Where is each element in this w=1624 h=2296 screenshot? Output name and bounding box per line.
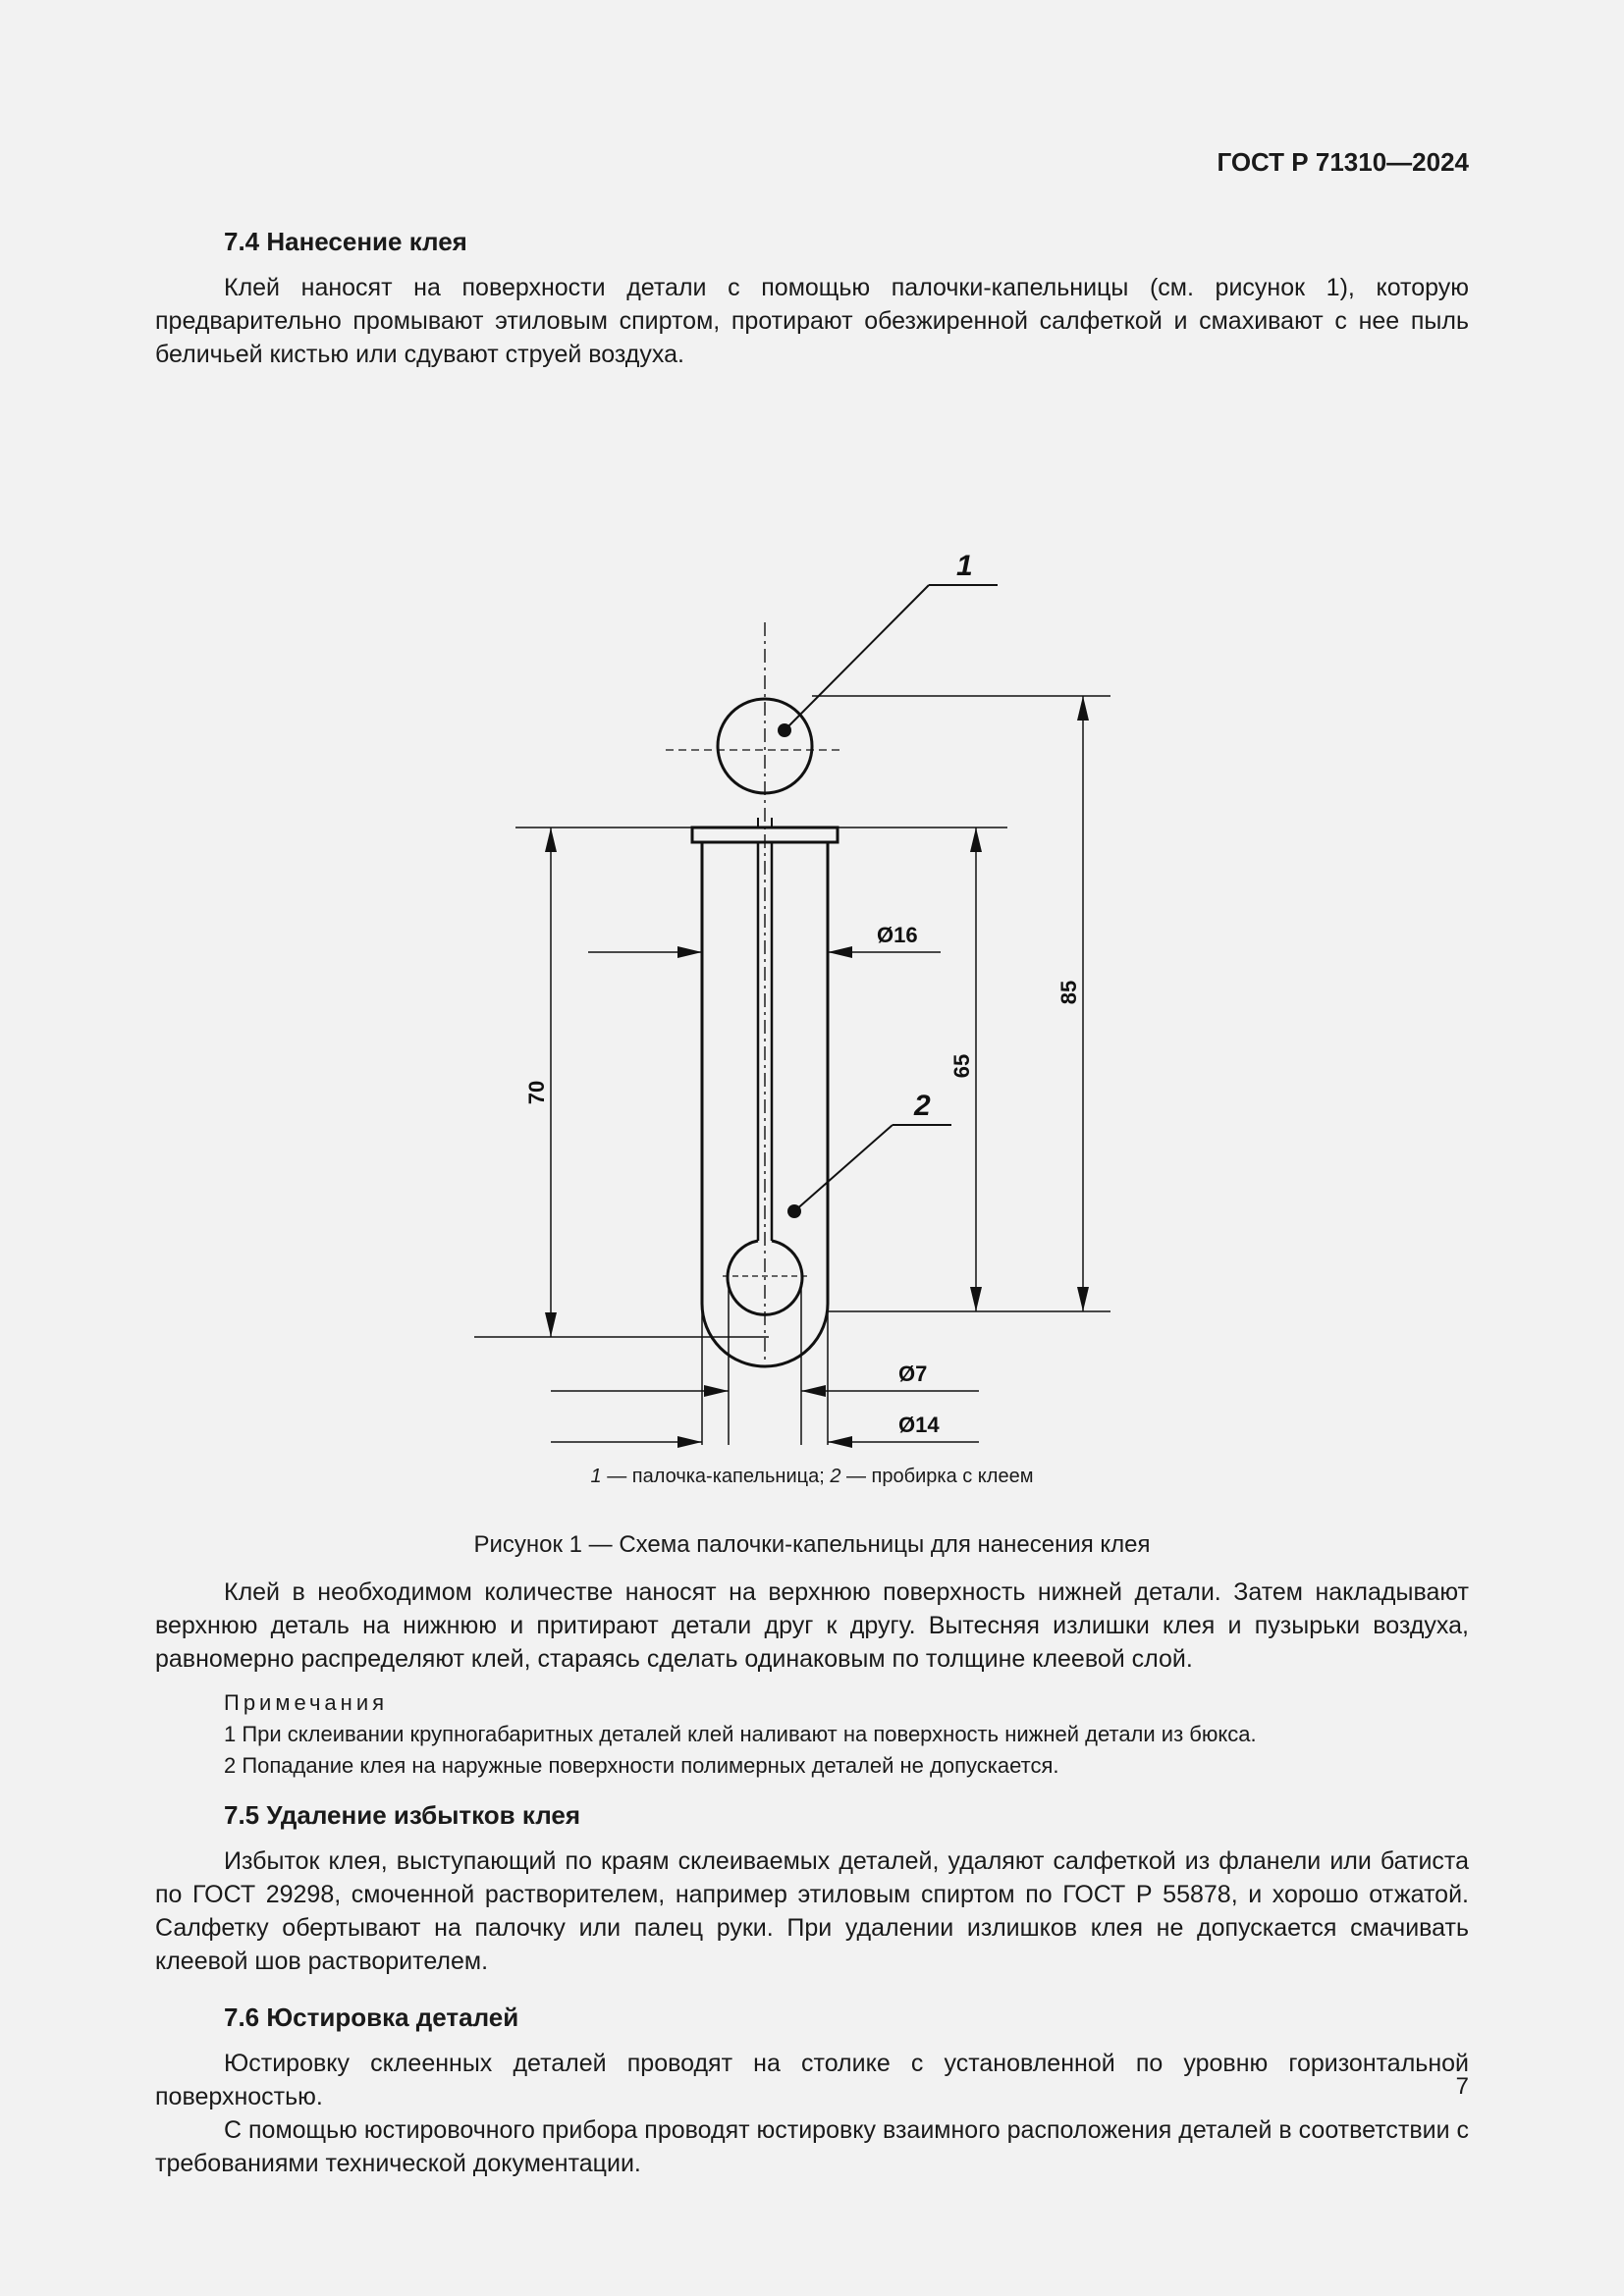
content <box>155 224 1469 2180</box>
callout-2: 2 <box>914 1090 931 1122</box>
legend-text-1: — палочка-капельница; <box>601 1466 831 1487</box>
section-7-6-paragraph-1: Юстировку склеенных деталей проводят на столике с установленной по уровню горизонтальной поверхностью. <box>155 2050 1469 2110</box>
notes-title: Примечания <box>224 1690 389 1715</box>
dim-65: 65 <box>949 1053 974 1079</box>
dim-70: 70 <box>524 1080 549 1105</box>
section-7-6-title: 7.6 Юстировка деталей <box>224 2002 519 2032</box>
figure-legend <box>155 1466 1469 1488</box>
note-item: 1 При склеивании крупногабаритных деталей клей наливают на поверхность нижней детали из бюкса. <box>224 1722 1257 1746</box>
figure-1 <box>155 371 1469 1558</box>
figure-caption: Рисунок 1 — Схема палочки-капельницы для нанесения клея <box>473 1531 1151 1558</box>
section-7-5-paragraph: Избыток клея, выступающий по краям склеиваемых деталей, удаляют салфеткой из фланели или батиста по ГОСТ 29298, смоченной растворителем, например этиловым спиртом по ГОСТ Р 55878, и хорошо отжатой. Салфетку обертывают на палочку или палец руки. При удалении излишков клея не допускается смачивать клеевой шов растворителем. <box>155 1847 1469 1975</box>
note-item: 2 Попадание клея на наружные поверхности полимерных деталей не допускается. <box>224 1753 1059 1778</box>
page-number: 7 <box>1455 2073 1469 2100</box>
dim-d14: Ø14 <box>898 1413 940 1437</box>
dim-d16: Ø16 <box>877 923 918 947</box>
legend-text-2: — пробирка с клеем <box>840 1466 1034 1487</box>
callout-1: 1 <box>956 550 973 582</box>
notes <box>155 1687 1469 1782</box>
doc-header: ГОСТ Р 71310—2024 <box>1217 147 1469 177</box>
dim-85: 85 <box>1056 980 1081 1005</box>
section-7-4-paragraph: Клей наносят на поверхности детали с помощью палочки-капельницы (см. рисунок 1), которую предварительно промывают этиловым спиртом, протирают обезжиренной салфеткой и смахивают с нее пыль беличьей кистью или сдувают струей воздуха. <box>155 274 1469 368</box>
section-7-6-paragraph-2: С помощью юстировочного прибора проводят юстировку взаимного расположения деталей в соответствии с требованиями технической документации. <box>155 2116 1469 2177</box>
section-7-5-title: 7.5 Удаление избытков клея <box>224 1800 581 1830</box>
legend-num-1: 1 <box>590 1466 602 1487</box>
legend-num-2: 2 <box>830 1466 841 1487</box>
after-figure-paragraph: Клей в необходимом количестве наносят на верхнюю поверхность нижней детали. Затем накладывают верхнюю деталь на нижнюю и притирают детали друг к другу. Вытесняя излишки клея и пузырьки воздуха, равномерно распределяют клей, стараясь сделать одинаковым по толщине клеевой слой. <box>155 1578 1469 1673</box>
dim-d7: Ø7 <box>898 1362 928 1386</box>
dropper-drawing <box>155 371 1469 1524</box>
section-7-4-title: 7.4 Нанесение клея <box>224 227 467 256</box>
